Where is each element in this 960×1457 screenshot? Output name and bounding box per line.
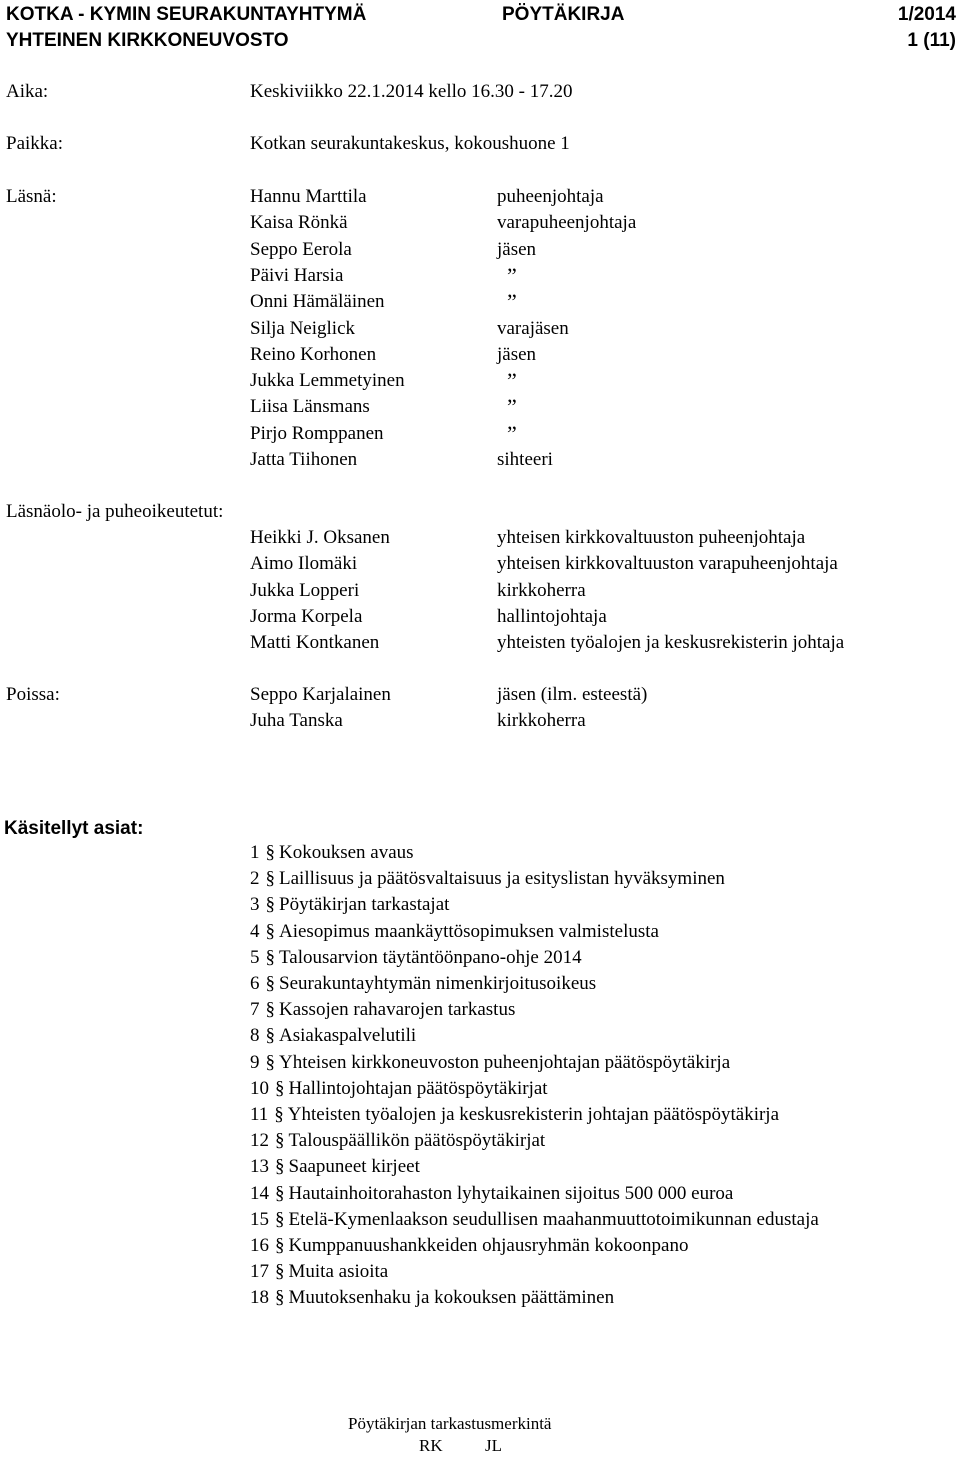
present-member-role: ” bbox=[507, 394, 517, 420]
present-label: Läsnä: bbox=[6, 186, 57, 207]
agenda-item-number: 17 bbox=[250, 1261, 269, 1283]
agenda-item bbox=[250, 1207, 819, 1233]
entitled-member-role: yhteisten työalojen ja keskusrekisterin johtaja bbox=[497, 632, 845, 654]
present-member-role: ” bbox=[507, 368, 517, 394]
section-symbol: § bbox=[265, 973, 275, 994]
agenda-item bbox=[250, 971, 596, 997]
section-symbol: § bbox=[275, 1156, 285, 1178]
section-symbol: § bbox=[265, 868, 275, 890]
agenda-item bbox=[250, 1285, 614, 1311]
agenda-item-number: 11 bbox=[250, 1104, 269, 1125]
present-member-role: jäsen bbox=[497, 343, 537, 365]
present-member-name: Päivi Harsia bbox=[250, 264, 344, 286]
section-symbol: § bbox=[275, 1287, 285, 1309]
present-member-role: sihteeri bbox=[497, 449, 553, 470]
entitled-member-role: kirkkoherra bbox=[497, 579, 586, 601]
present-member-role: jäsen bbox=[497, 238, 537, 260]
entitled-member-role: yhteisen kirkkovaltuuston varapuheenjohtaja bbox=[497, 553, 838, 575]
agenda-item-title: Kassojen rahavarojen tarkastus bbox=[279, 999, 516, 1021]
section-symbol: § bbox=[275, 1077, 285, 1099]
present-member-name: Hannu Marttila bbox=[250, 186, 367, 207]
entitled-label: Läsnäolo- ja puheoikeutetut: bbox=[6, 501, 224, 522]
agenda-item-title: Laillisuus ja päätösvaltaisuus ja esityslistan hyväksyminen bbox=[279, 868, 725, 890]
section-symbol: § bbox=[275, 1208, 285, 1230]
absent-member-role: jäsen (ilm. esteestä) bbox=[497, 684, 648, 705]
section-symbol: § bbox=[265, 842, 275, 863]
agenda-item bbox=[250, 1154, 420, 1180]
agenda-item-title: Asiakaspalvelutili bbox=[279, 1025, 417, 1047]
present-member-name: Silja Neiglick bbox=[250, 317, 356, 339]
present-member-name: Jukka Lemmetyinen bbox=[250, 370, 405, 392]
section-symbol: § bbox=[265, 946, 275, 968]
agenda-item-title: Talouspäällikön päätöspöytäkirjat bbox=[288, 1130, 546, 1152]
present-member-name: Onni Hämäläinen bbox=[250, 291, 385, 313]
agenda-item bbox=[250, 1102, 779, 1128]
agenda-item bbox=[250, 945, 582, 971]
section-symbol: § bbox=[265, 1025, 275, 1047]
agenda-item-title: Hallintojohtajan päätöspöytäkirjat bbox=[288, 1077, 548, 1099]
section-symbol: § bbox=[275, 1130, 285, 1152]
agenda-item bbox=[250, 1128, 545, 1154]
agenda-item bbox=[250, 1181, 733, 1207]
entitled-member-name: Jukka Lopperi bbox=[250, 579, 360, 601]
present-member-role: ” bbox=[507, 289, 517, 315]
present-member-name: Liisa Länsmans bbox=[250, 396, 370, 418]
place-label: Paikka: bbox=[6, 133, 63, 154]
entitled-member-name: Jorma Korpela bbox=[250, 605, 363, 627]
section-symbol: § bbox=[265, 920, 275, 942]
agenda-item bbox=[250, 1023, 416, 1049]
section-symbol: § bbox=[275, 1261, 285, 1283]
governing-body: YHTEINEN KIRKKONEUVOSTO bbox=[6, 30, 289, 51]
agenda-item-number: 3 bbox=[250, 894, 260, 916]
present-member-name: Reino Korhonen bbox=[250, 343, 377, 365]
section-symbol: § bbox=[265, 999, 275, 1021]
agenda-item-number: 2 bbox=[250, 868, 260, 890]
agenda-item-title: Muita asioita bbox=[288, 1261, 389, 1283]
present-member-role: ” bbox=[507, 262, 517, 288]
agenda-item-title: Pöytäkirjan tarkastajat bbox=[279, 894, 450, 916]
agenda-item bbox=[250, 1233, 688, 1259]
agenda-item-number: 4 bbox=[250, 920, 260, 942]
footer-initials-jl: JL bbox=[485, 1436, 502, 1455]
absent-member-role: kirkkoherra bbox=[497, 710, 586, 732]
agenda-item-title: Saapuneet kirjeet bbox=[288, 1156, 420, 1178]
agenda-item bbox=[250, 1076, 548, 1102]
time-label: Aika: bbox=[6, 81, 49, 102]
agenda-item-number: 16 bbox=[250, 1235, 269, 1256]
agenda-item-number: 12 bbox=[250, 1130, 269, 1152]
org-name: KOTKA - KYMIN SEURAKUNTAYHTYMÄ bbox=[6, 4, 367, 25]
page-number: 1 (11) bbox=[907, 30, 956, 51]
absent-member-name: Juha Tanska bbox=[250, 710, 343, 732]
entitled-member-name: Aimo Ilomäki bbox=[250, 553, 358, 575]
section-symbol: § bbox=[265, 894, 275, 916]
entitled-member-role: yhteisen kirkkovaltuuston puheenjohtaja bbox=[497, 527, 806, 548]
agenda-item-title: Etelä-Kymenlaakson seudullisen maahanmuuttotoimikunnan edustaja bbox=[288, 1208, 819, 1230]
entitled-member-name: Matti Kontkanen bbox=[250, 632, 380, 654]
agenda-item bbox=[250, 866, 725, 892]
present-member-role: varapuheenjohtaja bbox=[497, 212, 637, 234]
present-member-role: ” bbox=[507, 420, 517, 446]
agenda-item bbox=[250, 919, 659, 945]
section-symbol: § bbox=[275, 1235, 285, 1256]
present-member-name: Seppo Eerola bbox=[250, 238, 352, 260]
agenda-item-title: Talousarvion täytäntöönpano-ohje 2014 bbox=[279, 946, 582, 968]
agenda-item-number: 7 bbox=[250, 999, 260, 1021]
agenda-item-number: 15 bbox=[250, 1208, 269, 1230]
present-member-role: varajäsen bbox=[497, 317, 569, 339]
agenda-item bbox=[250, 1050, 730, 1076]
agenda-item-number: 10 bbox=[250, 1077, 269, 1099]
agenda-item-title: Kokouksen avaus bbox=[279, 842, 414, 863]
section-symbol: § bbox=[265, 1051, 275, 1073]
agenda-item-title: Yhteisten työalojen ja keskusrekisterin johtajan päätöspöytäkirja bbox=[287, 1104, 780, 1125]
present-member-role: puheenjohtaja bbox=[497, 186, 604, 207]
agenda-item-number: 1 bbox=[250, 842, 260, 863]
entitled-member-role: hallintojohtaja bbox=[497, 605, 607, 627]
place-value: Kotkan seurakuntakeskus, kokoushuone 1 bbox=[250, 133, 570, 154]
section-symbol: § bbox=[275, 1182, 285, 1204]
time-value: Keskiviikko 22.1.2014 kello 16.30 - 17.20 bbox=[250, 81, 573, 102]
agenda-item-number: 6 bbox=[250, 973, 260, 994]
agenda-item-title: Yhteisen kirkkoneuvoston puheenjohtajan päätöspöytäkirja bbox=[279, 1051, 731, 1073]
absent-member-name: Seppo Karjalainen bbox=[250, 684, 391, 705]
agenda-item-title: Aiesopimus maankäyttösopimuksen valmistelusta bbox=[279, 920, 659, 942]
present-member-name: Kaisa Rönkä bbox=[250, 212, 348, 234]
agenda-label: Käsitellyt asiat: bbox=[4, 818, 144, 839]
agenda-item-number: 8 bbox=[250, 1025, 260, 1047]
present-member-name: Pirjo Romppanen bbox=[250, 422, 384, 444]
footer-label: Pöytäkirjan tarkastusmerkintä bbox=[348, 1414, 552, 1433]
agenda-item-number: 18 bbox=[250, 1287, 269, 1309]
agenda-item bbox=[250, 892, 449, 918]
agenda-item-title: Kumppanuushankkeiden ohjausryhmän kokoonpano bbox=[288, 1235, 689, 1256]
doc-type: PÖYTÄKIRJA bbox=[502, 4, 625, 25]
entitled-member-name: Heikki J. Oksanen bbox=[250, 527, 390, 548]
agenda-item-number: 5 bbox=[250, 946, 260, 968]
present-member-name: Jatta Tiihonen bbox=[250, 449, 358, 470]
agenda-item-title: Seurakuntayhtymän nimenkirjoitusoikeus bbox=[279, 973, 597, 994]
agenda-item-number: 13 bbox=[250, 1156, 269, 1178]
agenda-item bbox=[250, 1259, 388, 1285]
agenda-item-title: Hautainhoitorahaston lyhytaikainen sijoitus 500 000 euroa bbox=[288, 1182, 734, 1204]
agenda-item-title: Muutoksenhaku ja kokouksen päättäminen bbox=[288, 1287, 615, 1309]
footer-initials-rk: RK bbox=[419, 1436, 443, 1455]
agenda-item bbox=[250, 840, 414, 866]
agenda-item bbox=[250, 997, 515, 1023]
agenda-item-number: 9 bbox=[250, 1051, 260, 1073]
agenda-item-number: 14 bbox=[250, 1182, 269, 1204]
absent-label: Poissa: bbox=[6, 684, 60, 705]
doc-number: 1/2014 bbox=[897, 4, 956, 25]
section-symbol: § bbox=[274, 1104, 284, 1125]
